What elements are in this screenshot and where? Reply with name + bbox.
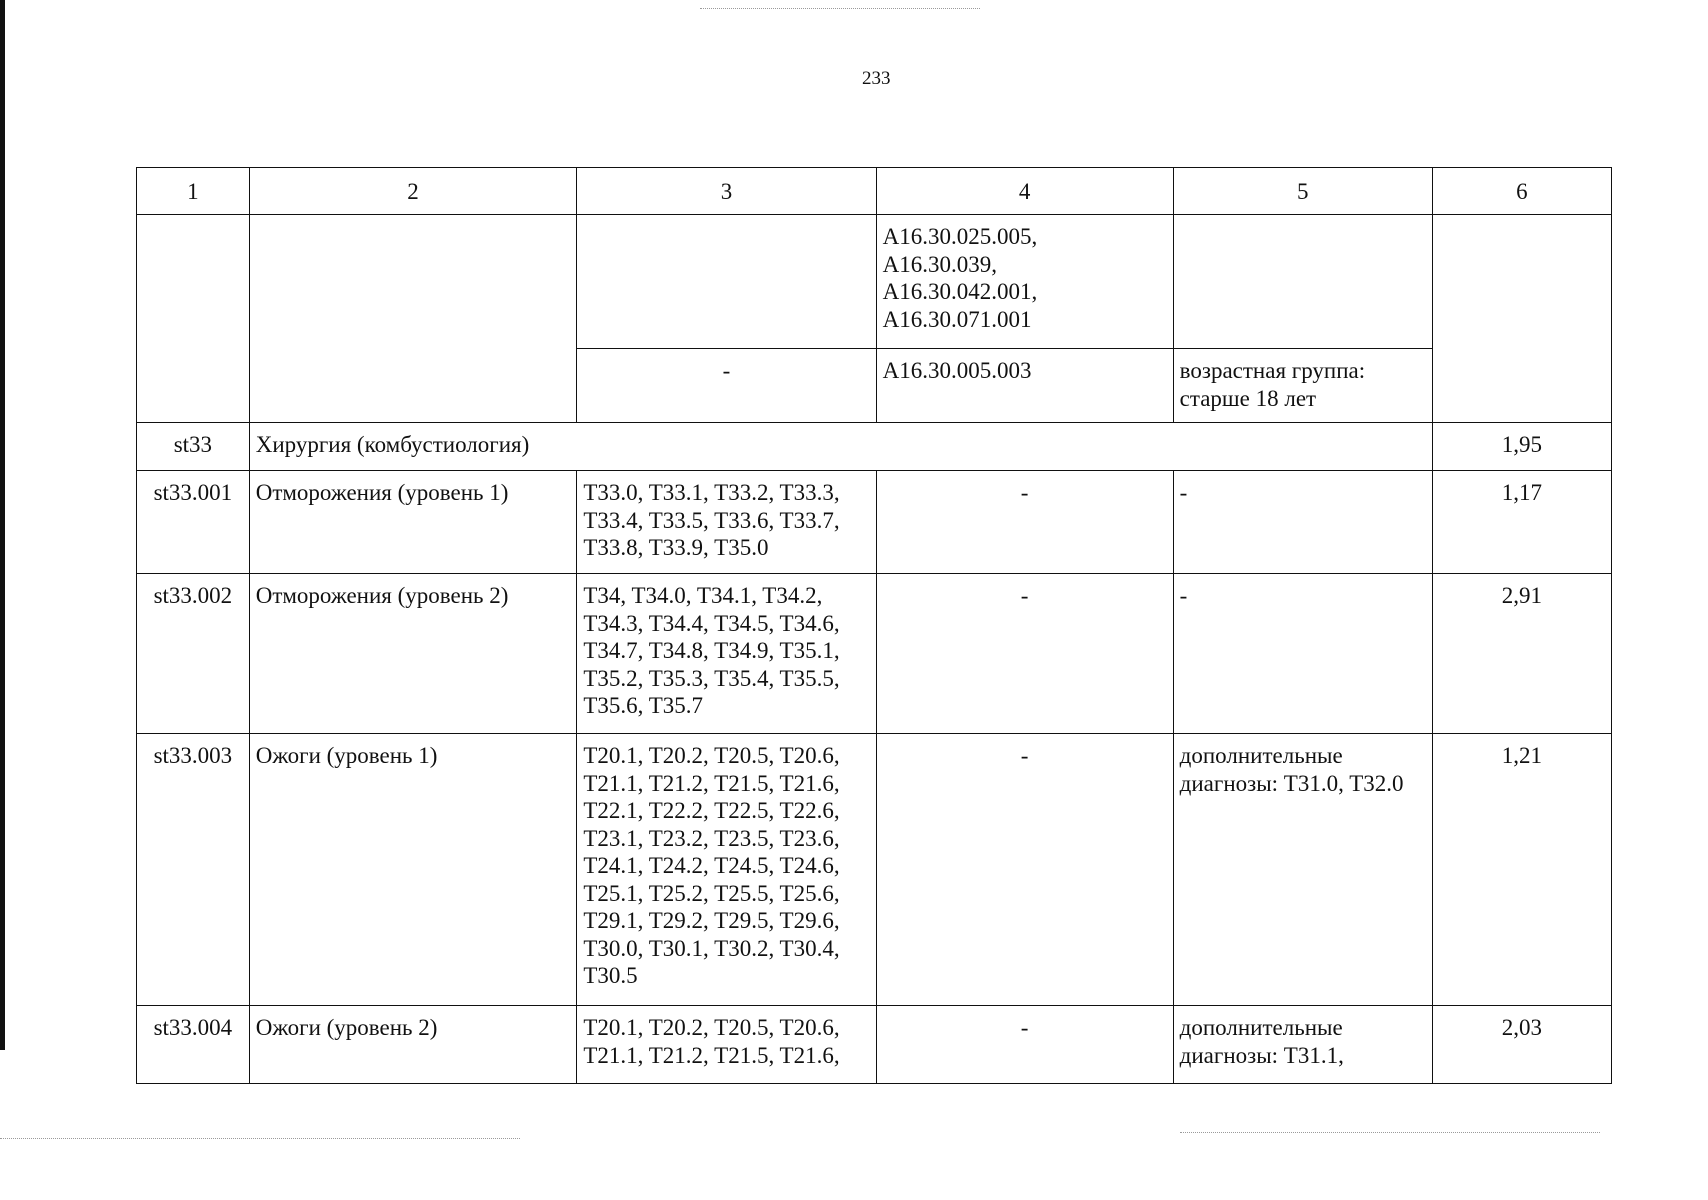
row-diagnoses: T20.1, T20.2, T20.5, T20.6, T21.1, T21.2, T21.5, T21.6, <box>577 1006 876 1084</box>
row-coefficient: 2,91 <box>1432 574 1611 734</box>
section-row <box>137 423 1612 471</box>
continuation-criteria-cell: возрастная группа: старше 18 лет <box>1173 349 1432 423</box>
table-row <box>137 1006 1612 1084</box>
row-coefficient: 1,17 <box>1432 471 1611 574</box>
page-edge-rule <box>0 0 5 1050</box>
row-code: st33.002 <box>137 574 250 734</box>
section-coefficient: 1,95 <box>1432 423 1611 471</box>
column-number-2: 2 <box>249 168 577 215</box>
table-row <box>137 734 1612 1006</box>
continuation-coef-cell <box>1432 215 1611 423</box>
continuation-services-cell: A16.30.005.003 <box>876 349 1173 423</box>
continuation-code-cell <box>137 215 250 423</box>
continuation-services-cell: A16.30.025.005, A16.30.039, A16.30.042.001, A16.30.071.001 <box>876 215 1173 349</box>
row-diagnoses: T33.0, T33.1, T33.2, T33.3, T33.4, T33.5, T33.6, T33.7, T33.8, T33.9, T35.0 <box>577 471 876 574</box>
row-criteria: - <box>1173 471 1432 574</box>
continuation-diagnoses-cell: - <box>577 349 876 423</box>
page-number: 233 <box>862 68 891 89</box>
row-criteria: дополнительные диагнозы: T31.0, T32.0 <box>1173 734 1432 1006</box>
continuation-name-cell <box>249 215 577 423</box>
table-row <box>137 471 1612 574</box>
column-number-5: 5 <box>1173 168 1432 215</box>
row-services: - <box>876 574 1173 734</box>
column-number-3: 3 <box>577 168 876 215</box>
row-name: Отморожения (уровень 2) <box>249 574 577 734</box>
row-services: - <box>876 471 1173 574</box>
column-number-4: 4 <box>876 168 1173 215</box>
row-diagnoses: T34, T34.0, T34.1, T34.2, T34.3, T34.4, T34.5, T34.6, T34.7, T34.8, T34.9, T35.1, T35.2, T35.3, T35.4, T35.5, T35.6, T35.7 <box>577 574 876 734</box>
column-number-row <box>137 168 1612 215</box>
tariff-table <box>136 167 1612 1084</box>
row-services: - <box>876 734 1173 1006</box>
row-name: Отморожения (уровень 1) <box>249 471 577 574</box>
column-number-6: 6 <box>1432 168 1611 215</box>
row-code: st33.003 <box>137 734 250 1006</box>
column-number-1: 1 <box>137 168 250 215</box>
row-criteria: - <box>1173 574 1432 734</box>
scan-noise <box>700 8 980 9</box>
table-body <box>137 168 1612 1084</box>
section-name: Хирургия (комбустиология) <box>249 423 1432 471</box>
row-services: - <box>876 1006 1173 1084</box>
row-diagnoses: T20.1, T20.2, T20.5, T20.6, T21.1, T21.2, T21.5, T21.6, T22.1, T22.2, T22.5, T22.6, T23.1, T23.2, T23.5, T23.6, T24.1, T24.2, T24.5, T24.6, T25.1, T25.2, T25.5, T25.6, T29.1, T29.2, T29.5, T29.6, T30.0, T30.1, T30.2, T30.4, T30.5 <box>577 734 876 1006</box>
row-name: Ожоги (уровень 2) <box>249 1006 577 1084</box>
row-coefficient: 1,21 <box>1432 734 1611 1006</box>
row-code: st33.001 <box>137 471 250 574</box>
scan-noise <box>0 1138 520 1139</box>
row-name: Ожоги (уровень 1) <box>249 734 577 1006</box>
row-coefficient: 2,03 <box>1432 1006 1611 1084</box>
continuation-diagnoses-cell <box>577 215 876 349</box>
section-code: st33 <box>137 423 250 471</box>
scan-noise <box>1180 1132 1600 1133</box>
continuation-criteria-cell <box>1173 215 1432 349</box>
table-row <box>137 574 1612 734</box>
row-criteria: дополнительные диагнозы: T31.1, <box>1173 1006 1432 1084</box>
row-code: st33.004 <box>137 1006 250 1084</box>
continuation-row <box>137 215 1612 349</box>
